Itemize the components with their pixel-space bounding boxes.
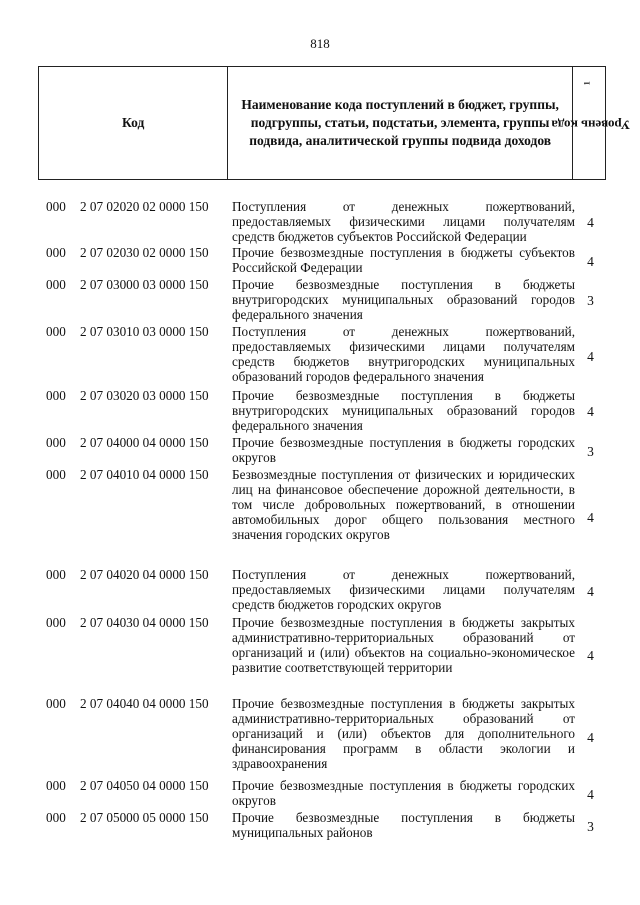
revenue-name: Поступления от денежных пожертвований, предоставляемых физическими лицами получателям средств бюджетов внутригородских муниципальных образований городов федерального значения [232, 324, 575, 384]
revenue-code: 2 07 04010 04 0000 150 [80, 467, 209, 482]
revenue-code: 2 07 04040 04 0000 150 [80, 696, 209, 711]
header-level [551, 67, 631, 179]
code-level: 4 [587, 214, 594, 230]
revenue-name: Прочие безвозмездные поступления в бюджеты закрытых административно-территориальных образований от организаций и (или) объектов для дополнительного финансирования программ в области экологии и здравоохранения [232, 696, 575, 771]
table-row [38, 467, 606, 567]
code-level: 3 [587, 293, 594, 308]
admin-code: 000 [46, 388, 66, 403]
code-level: 4 [587, 348, 594, 364]
revenue-name: Прочие безвозмездные поступления в бюджеты закрытых административно-территориальных образований от организаций и (или) объектов на социально-экономическое развитие соответствующей территории [232, 615, 575, 675]
table-row [38, 778, 606, 810]
admin-code: 000 [46, 696, 66, 711]
table-row [38, 435, 606, 467]
code-level: 4 [587, 786, 594, 802]
table-row [38, 567, 606, 615]
code-level: 4 [587, 509, 594, 525]
revenue-code: 2 07 03000 03 0000 150 [80, 277, 209, 292]
revenue-name: Безвозмездные поступления от физических и юридических лиц на финансовое обеспечение дорожной деятельности, в том числе добровольных пожертвований, в отношении автомобильных дорог общего пользования местного значения городских округов [232, 467, 575, 542]
admin-code: 000 [46, 277, 66, 292]
admin-code: 000 [46, 810, 66, 825]
admin-code: 000 [46, 324, 66, 339]
revenue-name: Поступления от денежных пожертвований, предоставляемых физическими лицами получателям средств бюджетов городских округов [232, 567, 575, 612]
revenue-code: 2 07 04020 04 0000 150 [80, 567, 209, 582]
admin-code: 000 [46, 778, 66, 793]
table-row [38, 324, 606, 388]
revenue-name: Прочие безвозмездные поступления в бюджеты городских округов [232, 778, 575, 808]
admin-code: 000 [46, 615, 66, 630]
page-number: 818 [310, 36, 330, 51]
table-row [38, 615, 606, 696]
revenue-code: 2 07 04030 04 0000 150 [80, 615, 209, 630]
table-header [38, 66, 631, 180]
revenue-name: Прочие безвозмездные поступления в бюджеты субъектов Российской Федерации [232, 245, 575, 275]
code-level: 4 [587, 729, 594, 745]
revenue-code: 2 07 03020 03 0000 150 [80, 388, 209, 403]
code-level: 3 [587, 443, 594, 459]
revenue-name: Поступления от денежных пожертвований, предоставляемых физическими лицами получателям средств бюджетов субъектов Российской Федерации [232, 199, 575, 244]
revenue-code: 2 07 02020 02 0000 150 [80, 199, 209, 214]
header-level-label: Уровень кода [551, 117, 631, 133]
table-body [38, 199, 606, 842]
revenue-code: 2 07 04000 04 0000 150 [80, 435, 209, 450]
admin-code: 000 [46, 199, 66, 214]
table-row [38, 199, 606, 245]
table-row [38, 277, 606, 324]
revenue-code: 2 07 03010 03 0000 150 [80, 324, 209, 339]
revenue-code: 2 07 04050 04 0000 150 [80, 778, 209, 793]
code-level: 4 [587, 648, 594, 663]
revenue-name: Прочие безвозмездные поступления в бюджеты внутригородских муниципальных образований городов федерального значения [232, 388, 575, 433]
revenue-code: 2 07 05000 05 0000 150 [80, 810, 209, 825]
table-row [38, 245, 606, 277]
revenue-name: Прочие безвозмездные поступления в бюджеты внутригородских муниципальных образований городов федерального значения [232, 277, 575, 322]
header-name: Наименование кода поступлений в бюджет, группы, подгруппы, статьи, подстатьи, элемента, группы подвида, аналитической группы подвида доходов [228, 67, 573, 179]
header-code: Код [39, 67, 228, 179]
code-level: 4 [587, 253, 594, 269]
code-level: 4 [587, 404, 594, 419]
revenue-name: Прочие безвозмездные поступления в бюджеты муниципальных районов [232, 810, 575, 840]
admin-code: 000 [46, 467, 66, 482]
code-level: 4 [587, 583, 594, 599]
table-row [38, 388, 606, 435]
table-row [38, 810, 606, 842]
revenue-name: Прочие безвозмездные поступления в бюджеты городских округов [232, 435, 575, 465]
admin-code: 000 [46, 245, 66, 260]
admin-code: 000 [46, 435, 66, 450]
table-row [38, 696, 606, 778]
revenue-code: 2 07 02030 02 0000 150 [80, 245, 209, 260]
code-level: 3 [587, 818, 594, 834]
admin-code: 000 [46, 567, 66, 582]
header-level-footnote: 1 [582, 81, 592, 86]
